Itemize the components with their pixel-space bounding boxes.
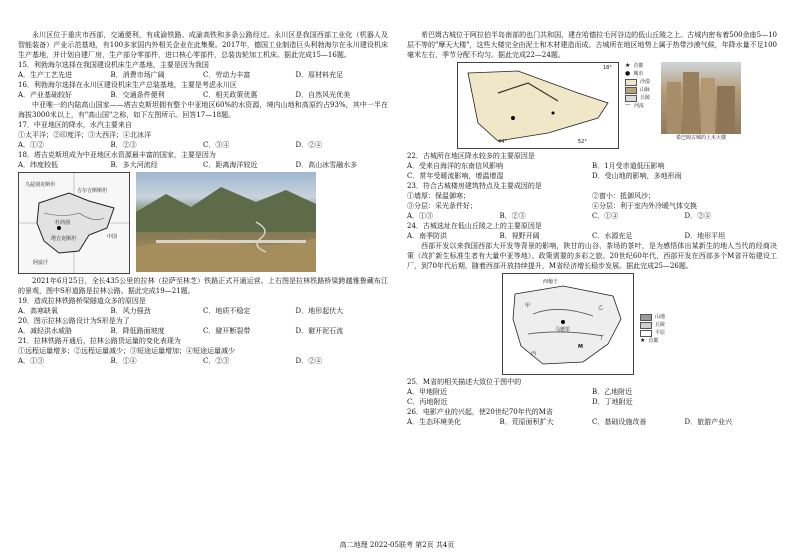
option[interactable]: B．①④ [110,357,137,365]
option[interactable]: A．减轻洪水威胁 [18,327,73,335]
option[interactable]: A．受来自海洋的东南信风影响 [407,162,504,170]
option[interactable]: C．劳动力丰富 [203,71,251,79]
option[interactable]: D．旅游产业兴 [684,418,733,426]
statement: ④分层：利于室内外冷暖气体交换 [592,202,697,210]
question-18: 18．塔吉克斯坦成为中亚地区水资源最丰富的国家，主要是因为 [18,151,216,159]
option[interactable]: C．避开断裂带 [203,327,251,335]
question-23: 23．符合古城楼房建筑特点及主要成因的是 [407,182,542,190]
map-label: 中国 [107,234,118,240]
option[interactable]: D．丁地附近 [592,398,633,406]
option[interactable]: C．地质不稳定 [203,307,251,315]
option[interactable]: B．②③ [499,212,526,220]
latitude-label: 18° [603,65,612,71]
longitude-label: 44° [498,139,507,145]
statement: ①墙厚：保温御寒； [407,192,470,200]
question-17-stem: ①太平洋；②印度洋；③大西洋；④北冰洋 [18,131,151,139]
option[interactable]: C．基础设施改善 [592,418,647,426]
option[interactable]: B．消费市场广阔 [110,71,165,79]
question-23-stem-b [407,201,777,211]
question-21-stem: ①远程运量增多；②远程运量减少；③短途运量增加；④短途运量减少 [18,347,235,355]
map-label: 丙 [531,351,537,357]
legend-label: 山脉 [640,87,651,93]
options-20 [18,326,388,336]
right-column [407,30,777,427]
legend-label: 城市 [633,71,644,77]
option[interactable]: C．相关政策优惠 [203,91,258,99]
yemen-map-drawing [458,63,618,148]
spain-map-legend [640,313,676,375]
options-24 [407,231,777,241]
page-footer: 高二地理 2022-05联考 第2页 共4页 [339,541,455,549]
city-icon: ● [625,70,631,77]
option[interactable]: B．交通条件便利 [110,91,165,99]
mountain-swatch [625,87,637,94]
option[interactable]: B．1月受赤道低压影响 [592,162,665,170]
question-22: 22．古城所在地区降水较多的主要原因是 [407,152,535,160]
option[interactable]: C．②③ [203,357,230,365]
spain-map-drawing [503,274,633,374]
passage-15-16: 永川区位于重庆市西部，交通便利，有成渝铁路、成渝高铁和多条公路经过。永川区是我国西部工业化（机器人及智能装备）产业示范基地，有100多家国内外相关企业在此集聚。2017年，德国工业制造巨头利勃海尔在永川建设机床生产基地，并计划自建厂房，生产部分零部件，进口核心零部件，总装齿轮加工机床。据此完成15—16题。 [18,31,388,59]
option[interactable]: A．①② [18,141,45,149]
options-25a [407,387,777,397]
option[interactable]: B．视野开阔 [499,232,540,240]
lalin-railway-bridge-photo [136,172,316,272]
legend-label: 丘陵 [655,322,666,328]
yemen-map-legend [625,62,655,149]
legend-label: 山地 [655,314,666,320]
options-26 [407,417,777,427]
options-17 [18,140,388,150]
options-18 [18,160,388,170]
option[interactable]: D．地形平坦 [684,232,726,240]
option[interactable]: A．南季防洪 [407,232,448,240]
map-label: M [578,344,583,350]
question-26: 26．电影产业的兴起，使20世纪70年代的M省 [407,408,553,416]
option[interactable]: C．水源充足 [592,232,633,240]
option[interactable]: C．常年受暖流影响，增温增湿 [407,172,504,180]
option[interactable]: A．高寒缺氧 [18,307,59,315]
photo-caption: 希巴姆古城的土木大楼 [675,135,726,141]
option[interactable]: A．纬度较低 [18,161,59,169]
question-19: 19．造成拉林铁路桥梁隧道众多的原因是 [18,297,146,305]
map-label: 丁 [599,335,605,341]
options-22b [407,171,777,181]
option[interactable]: B．乙地附近 [592,388,633,396]
map-label: 杜尚别 [55,220,71,226]
plain-swatch [640,330,652,337]
option[interactable]: B．降低路面坡度 [110,327,165,335]
capital-icon: ★ [640,337,646,344]
option[interactable]: D．②④ [684,212,712,220]
option[interactable]: D．受山地的影响，多地形雨 [592,172,682,180]
statement: ③分层：采光条件好； [407,202,477,210]
map-label: 阿富汗 [33,260,49,266]
passage-19-21: 2021年6月25日，全长435公里的拉林（拉萨至林芝）铁路正式开通运营。上右图是拉林铁路桥梁跨越雅鲁藏布江的景观，图中S形道路是拉林公路。据此完成19—21题。 [18,277,388,295]
option[interactable]: D．高山冰雪融水多 [295,161,358,169]
question-20: 20．图示拉林公路设计为S形是为了 [18,317,130,325]
legend-label: 首都 [648,338,659,344]
question-15: 15．利勃海尔选择在我国建设机床生产基地，主要是因为我国 [18,61,209,69]
option[interactable]: B．风力强劲 [110,307,151,315]
question-25: 25．M省的相关描述大致位于图中的 [407,378,522,386]
option[interactable]: A．甲地附近 [407,388,448,396]
option[interactable]: B．②③ [110,141,137,149]
figure-row-3 [502,273,777,375]
question-17: 17．中亚地区的降水，水汽主要来自 [18,121,132,129]
spain-map [502,273,634,375]
legend-label: 河流 [634,103,645,109]
left-column [18,30,388,366]
map-label: 马德里 [555,327,571,333]
legend-label: 首都 [633,63,644,69]
bridge-photo-drawing [136,172,316,272]
shibam-photo [661,62,741,134]
options-19 [18,306,388,316]
options-15 [18,70,388,80]
legend-label: 丘陵 [640,95,651,101]
option[interactable]: A．生态环境美化 [407,418,462,426]
passage-22-24: 希巴姆古城位于阿拉伯半岛南部的也门共和国，建在哈德拉毛河谷边的低山丘陵之上。古城内密布着500余座5—10层不等的"摩天大楼"，这些大楼完全由泥土和木材建造而成。古城所在地区地势上属于热带沙漠气候，年降水量不足100毫米左右，季节分配不均匀。据此完成22—24题。 [407,31,777,59]
tajikistan-map [18,172,130,274]
option[interactable]: C．距离海洋较近 [203,161,258,169]
option[interactable]: B．荒原面积扩大 [499,418,554,426]
map-label: 西葡王 [543,279,559,285]
passage-25-26: 西部开发以来我国西部大开发等背景的影响，陕甘的山谷、茶场的茶叶，是为感悟体出某新生的地人当代的经商决策（改扩新生标准生者有大量中亚等地）、政策需要的多彩之旅。20世纪60年代，西部开发在西部多个M省开始建设工厂，到70年代后期，随着西部开放持续提升，M省经济增长稳步发展。据此完成25—26题。 [407,242,777,270]
legend-label: 平原 [655,330,666,336]
map-label: 塔吉克斯坦 [51,236,77,242]
hill-swatch [625,95,637,102]
option[interactable]: C．③④ [203,141,230,149]
question-24: 24．古城选址在低山丘陵之上的主要原因是 [407,222,542,230]
river-icon: 〜 [625,102,632,109]
capital-icon: ★ [625,62,631,69]
question-21: 21．拉林铁路开通后，拉林公路货运量的变化表现为 [18,337,181,345]
option[interactable]: C．丙地附近 [407,398,448,406]
map-label: 甲 [525,303,531,309]
option[interactable]: A．生产工艺先进 [18,71,73,79]
option[interactable]: A．产业基础较好 [18,91,73,99]
option[interactable]: B．多大河流经 [110,161,158,169]
statement: ②窗小：抵御风沙； [592,192,655,200]
option[interactable]: D．避开泥石流 [295,327,344,335]
option[interactable]: C．①④ [592,212,619,220]
options-21 [18,356,388,366]
question-16: 16．利勃海尔选择在永川区建设机床生产总装基地，主要是考虑永川区 [18,81,237,89]
option[interactable]: D．②④ [295,357,323,365]
options-22a [407,161,777,171]
options-16 [18,90,388,100]
yemen-map [457,62,619,149]
option[interactable]: A．①③ [407,212,434,220]
longitude-label: 52° [578,139,587,145]
option[interactable]: D．自然风光优美 [295,91,351,99]
legend-label: 沙漠 [640,79,651,85]
desert-swatch [625,79,637,86]
passage-17-18: 中亚唯一的内陆高山国家——塔吉克斯坦拥有整个中亚地区60%的水资源，境内山地和高原约占93%，其中一半在海拔3000米以上，有"高山国"之称，如下左图所示。回答17—18题。 [18,101,388,119]
shibam-buildings-drawing [661,62,741,134]
option[interactable]: D．原材料充足 [295,71,344,79]
map-label: 吉尔吉斯斯坦 [77,188,108,194]
tajikistan-map-drawing [19,173,129,273]
hill-swatch [640,322,652,329]
option[interactable]: D．②④ [295,141,323,149]
mountain-swatch [640,314,652,321]
option[interactable]: A．①③ [18,357,45,365]
map-label: 乙 [598,305,604,311]
figure-row-2 [457,62,777,149]
option[interactable]: D．地形起伏大 [295,307,344,315]
question-23-stem-a [407,191,777,201]
options-23 [407,211,777,221]
shibam-photo-panel [661,62,741,149]
options-25b [407,397,777,407]
figure-row-1 [18,172,388,274]
map-label: 乌兹别克斯坦 [25,182,56,188]
